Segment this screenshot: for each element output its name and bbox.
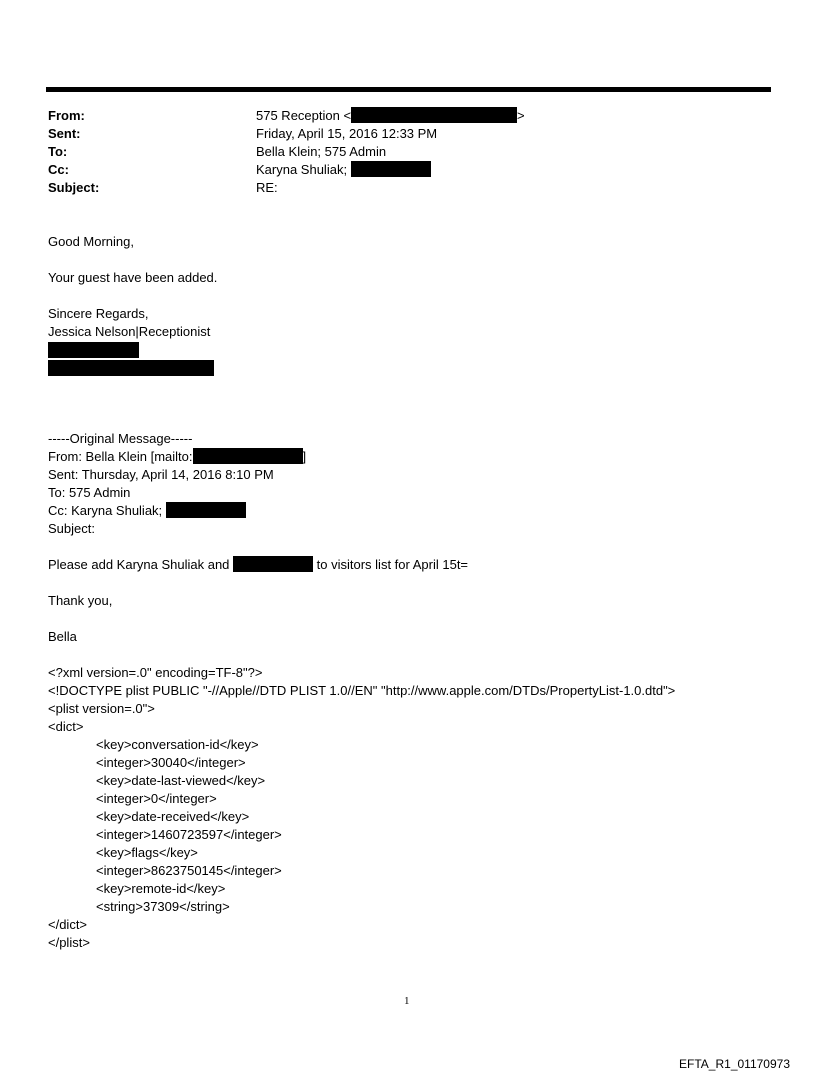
xml-line: <integer>0</integer> (96, 791, 217, 806)
original-subject: Subject: (48, 521, 95, 536)
redaction (233, 556, 313, 572)
greeting: Good Morning, (48, 234, 134, 249)
to-value: Bella Klein; 575 Admin (256, 144, 387, 159)
original-name: Bella (48, 629, 77, 644)
redaction (351, 107, 517, 123)
original-to: To: 575 Admin (48, 485, 131, 500)
header-rule (46, 87, 771, 92)
from-prefix: 575 Reception < (256, 108, 352, 123)
closing: Sincere Regards, (48, 306, 149, 321)
xml-line: <!DOCTYPE plist PUBLIC "-//Apple//DTD PLIST 1.0//EN" "http://www.apple.com/DTDs/PropertyList-1.0.dtd"> (48, 683, 676, 698)
subject-label: Subject: (48, 180, 100, 195)
xml-line: <integer>8623750145</integer> (96, 863, 282, 878)
signature: Jessica Nelson|Receptionist (48, 324, 211, 339)
page-number: 1 (404, 995, 410, 1007)
from-label: From: (48, 108, 85, 123)
xml-line: <plist version=.0"> (48, 701, 155, 716)
redaction (48, 360, 214, 376)
original-cc-text: Cc: Karyna Shuliak; (48, 503, 163, 518)
original-body-prefix: Please add Karyna Shuliak and (48, 557, 230, 572)
sent-label: Sent: (48, 126, 81, 141)
sent-value: Friday, April 15, 2016 12:33 PM (256, 126, 438, 141)
redaction (193, 448, 303, 464)
from-value (256, 107, 525, 125)
redaction (48, 342, 139, 358)
xml-line: <dict> (48, 719, 84, 734)
to-label: To: (48, 144, 68, 159)
xml-line: <key>date-last-viewed</key> (96, 773, 266, 788)
xml-line: <key>conversation-id</key> (96, 737, 259, 752)
xml-line: <key>flags</key> (96, 845, 198, 860)
subject-value: RE: (256, 180, 278, 195)
original-thanks: Thank you, (48, 593, 113, 608)
xml-line: <integer>1460723597</integer> (96, 827, 282, 842)
xml-line: </plist> (48, 935, 90, 950)
redaction (166, 502, 246, 518)
xml-line: </dict> (48, 917, 88, 932)
original-separator: -----Original Message----- (48, 431, 193, 446)
from-suffix: > (517, 108, 525, 123)
original-from-suffix: ] (302, 449, 307, 464)
original-sent: Sent: Thursday, April 14, 2016 8:10 PM (48, 467, 274, 482)
original-body-suffix: to visitors list for April 15t= (316, 557, 469, 572)
reply-body: Your guest have been added. (48, 270, 218, 285)
xml-line: <string>37309</string> (96, 899, 230, 914)
original-body (48, 556, 468, 574)
redaction (351, 161, 431, 177)
original-from (48, 448, 306, 466)
xml-line: <integer>30040</integer> (96, 755, 246, 770)
cc-text: Karyna Shuliak; (256, 162, 348, 177)
cc-label: Cc: (48, 162, 69, 177)
document-id: EFTA_R1_01170973 (679, 1057, 790, 1071)
original-from-prefix: From: Bella Klein [mailto: (48, 449, 193, 464)
cc-value (256, 161, 431, 179)
xml-line: <key>date-received</key> (96, 809, 250, 824)
xml-line: <key>remote-id</key> (96, 881, 226, 896)
xml-line: <?xml version=.0" encoding=TF-8"?> (48, 665, 263, 680)
original-cc (48, 502, 246, 520)
